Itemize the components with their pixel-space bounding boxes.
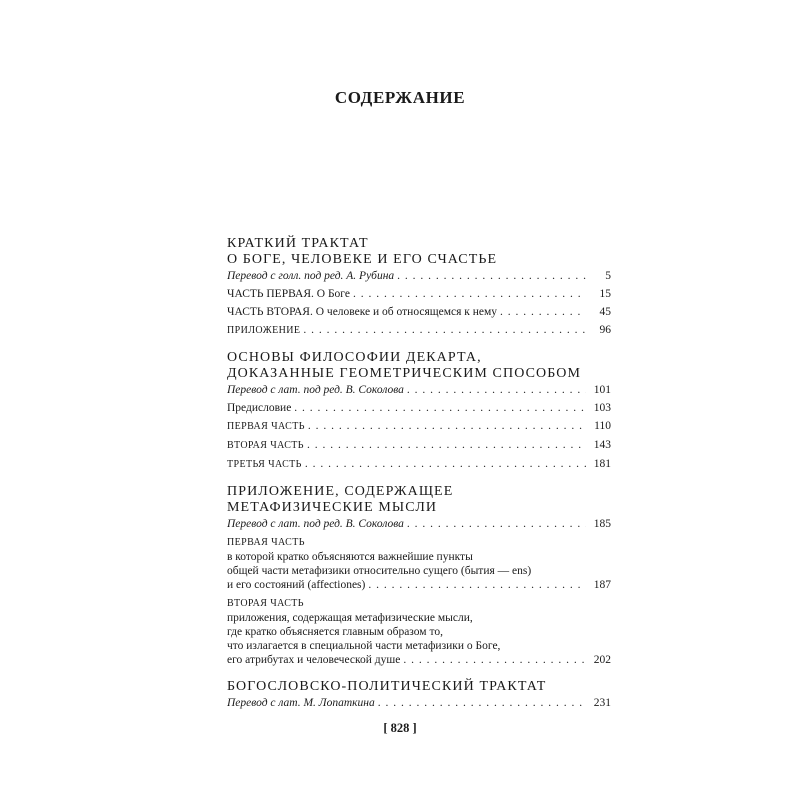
entry-label: ЧАСТЬ ПЕРВАЯ. О Боге — [227, 288, 350, 300]
toc-entry[interactable] — [227, 305, 611, 319]
section-title: МЕТАФИЗИЧЕСКИЕ МЫСЛИ — [227, 500, 438, 515]
entry-label: Перевод с голл. под ред. А. Рубина — [227, 270, 395, 282]
toc-section-3 — [227, 484, 611, 667]
leader-dots — [378, 696, 586, 710]
page-number: 101 — [593, 384, 611, 396]
page-number: 181 — [593, 458, 611, 470]
leader-dots — [407, 383, 586, 397]
entry-label: ТРЕТЬЯ ЧАСТЬ — [227, 459, 302, 470]
subpart-line: приложения, содержащая метафизические мысли, — [227, 612, 473, 624]
subpart-line: в которой кратко объясняются важнейшие пункты — [227, 551, 473, 563]
page-number: 185 — [593, 518, 611, 530]
leader-dots — [294, 401, 586, 415]
toc-entry[interactable] — [227, 323, 611, 338]
subpart-heading: ВТОРАЯ ЧАСТЬ — [227, 598, 304, 609]
toc-entry — [227, 653, 611, 667]
entry-label: ЧАСТЬ ВТОРАЯ. О человеке и об относящемся к нему — [227, 306, 497, 318]
leader-dots — [307, 438, 586, 452]
page-number: 143 — [593, 439, 611, 451]
page-number: 5 — [605, 270, 611, 282]
toc-entry[interactable] — [227, 457, 611, 472]
entry-label: Перевод с лат. под ред. В. Соколова — [227, 518, 404, 530]
leader-dots — [407, 517, 586, 531]
toc-entry-translation[interactable] — [227, 696, 611, 710]
page-number: 103 — [593, 402, 611, 414]
toc-section-4 — [227, 679, 611, 710]
toc-entry[interactable] — [227, 438, 611, 453]
subpart-line: общей части метафизики относительно сущего (бытия — ens) — [227, 565, 532, 577]
page-number: 187 — [593, 579, 611, 591]
section-title: БОГОСЛОВСКО-ПОЛИТИЧЕСКИЙ ТРАКТАТ — [227, 679, 547, 694]
toc-subpart-1[interactable] — [227, 536, 611, 592]
toc-entry[interactable] — [227, 401, 611, 415]
toc-entry[interactable] — [227, 287, 611, 301]
toc-entry-translation[interactable] — [227, 269, 611, 283]
toc-section-2 — [227, 350, 611, 472]
leader-dots — [303, 323, 586, 337]
entry-label: его атрибутах и человеческой душе — [227, 654, 401, 666]
subpart-heading: ПЕРВАЯ ЧАСТЬ — [227, 537, 305, 548]
page-number: 96 — [599, 324, 611, 336]
page-number: 110 — [594, 420, 611, 432]
toc-subpart-2[interactable] — [227, 597, 611, 667]
section-title: КРАТКИЙ ТРАКТАТ — [227, 236, 369, 251]
leader-dots — [397, 269, 586, 283]
page-number: 202 — [593, 654, 611, 666]
section-title: ПРИЛОЖЕНИЕ, СОДЕРЖАЩЕЕ — [227, 484, 454, 499]
section-title: ДОКАЗАННЫЕ ГЕОМЕТРИЧЕСКИМ СПОСОБОМ — [227, 366, 582, 381]
entry-label: ВТОРАЯ ЧАСТЬ — [227, 440, 304, 451]
page-number: 45 — [599, 306, 611, 318]
leader-dots — [500, 305, 586, 319]
subpart-line: где кратко объясняется главным образом то, — [227, 626, 443, 638]
table-of-contents — [227, 236, 611, 718]
entry-label: ПЕРВАЯ ЧАСТЬ — [227, 421, 305, 432]
subpart-line: что излагается в специальной части метафизики о Боге, — [227, 640, 501, 652]
entry-label: ПРИЛОЖЕНИЕ — [227, 325, 301, 336]
leader-dots — [353, 287, 586, 301]
entry-label: Перевод с лат. под ред. В. Соколова — [227, 384, 404, 396]
section-title: ОСНОВЫ ФИЛОСОФИИ ДЕКАРТА, — [227, 350, 482, 365]
leader-dots — [403, 653, 586, 667]
entry-label: Предисловие — [227, 402, 292, 414]
page-folio: [ 828 ] — [383, 721, 417, 735]
section-title: О БОГЕ, ЧЕЛОВЕКЕ И ЕГО СЧАСТЬЕ — [227, 252, 498, 267]
entry-label: Перевод с лат. М. Лопаткина — [227, 697, 375, 709]
page-number: 15 — [599, 288, 611, 300]
leader-dots — [368, 578, 586, 592]
toc-entry-translation[interactable] — [227, 383, 611, 397]
toc-entry[interactable] — [227, 419, 611, 434]
entry-label: и его состояний (affectiones) — [227, 579, 366, 591]
leader-dots — [308, 419, 586, 433]
toc-entry — [227, 578, 611, 592]
page-title: СОДЕРЖАНИЕ — [334, 88, 466, 107]
leader-dots — [305, 457, 586, 471]
toc-section-1 — [227, 236, 611, 338]
toc-entry-translation[interactable] — [227, 517, 611, 531]
page-number: 231 — [593, 697, 611, 709]
